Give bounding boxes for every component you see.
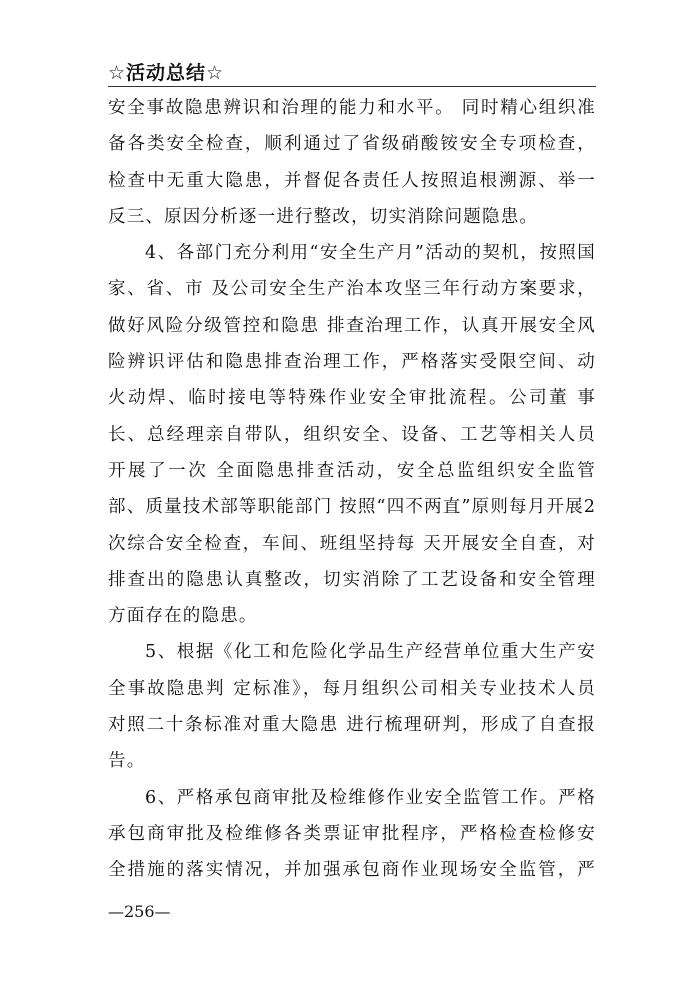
text-line: 家、省、市 及公司安全生产治本攻坚三年行动方案要求， [108,279,596,300]
text-line: 反三、原因分析逐一进行整改，切实消除问题隐患。 [108,206,539,227]
text-line: 告。 [108,751,146,772]
page-header [108,56,596,87]
page-title: ☆活动总结☆ [108,62,225,84]
text-line: 方面存在的隐患。 [108,606,258,627]
paragraph-5-start: 5、根据《化工和危险化学品生产经营单位重大生产安 [145,642,596,663]
text-line: 部、质量技术部等职能部门 按照“四不两直”原则每月开展2 [108,497,597,518]
text-line: 对照二十条标准对重大隐患 进行梳理研判，形成了自查报 [108,715,596,736]
text-line: 检查中无重大隐患，并督促各责任人按照追根溯源、举一 [108,170,596,191]
text-line: 承包商审批及检维修各类票证审批程序，严格检查检修安 [108,823,596,844]
text-line: 开展了一次 全面隐患排查活动，安全总监组织安全监管 [108,460,596,481]
text-line: 安全事故隐患辨识和治理的能力和水平。 同时精心组织准 [108,98,596,118]
text-line: 全事故隐患判 定标准》，每月组织公司相关专业技术人员 [108,678,596,699]
text-line: 险辨识评估和隐患排查治理工作，严格落实受限空间、动 [108,352,596,373]
document-body [108,90,596,889]
text-line: 做好风险分级管控和隐患 排查治理工作，认真开展安全风 [108,315,596,336]
text-line: 火动焊、临时接电等特殊作业安全审批流程。公司董 事 [108,388,596,409]
paragraph-4-start: 4、各部门充分利用“安全生产月”活动的契机，按照国 [145,243,596,264]
text-line: 长、总经理亲自带队，组织安全、设备、工艺等相关人员 [108,424,596,445]
page-number: —256— [108,902,171,921]
text-line: 备各类安全检查，顺利通过了省级硝酸铵安全专项检查， [108,134,596,155]
text-line: 全措施的落实情况，并加强承包商作业现场安全监管，严 [108,860,596,881]
paragraph-6-start: 6、严格承包商审批及检维修作业安全监管工作。严格 [145,787,596,808]
text-line: 次综合安全检查，车间、班组坚持每 天开展安全自查，对 [108,533,596,554]
text-line: 排查出的隐患认真整改，切实消除了工艺设备和安全管理 [108,569,596,590]
